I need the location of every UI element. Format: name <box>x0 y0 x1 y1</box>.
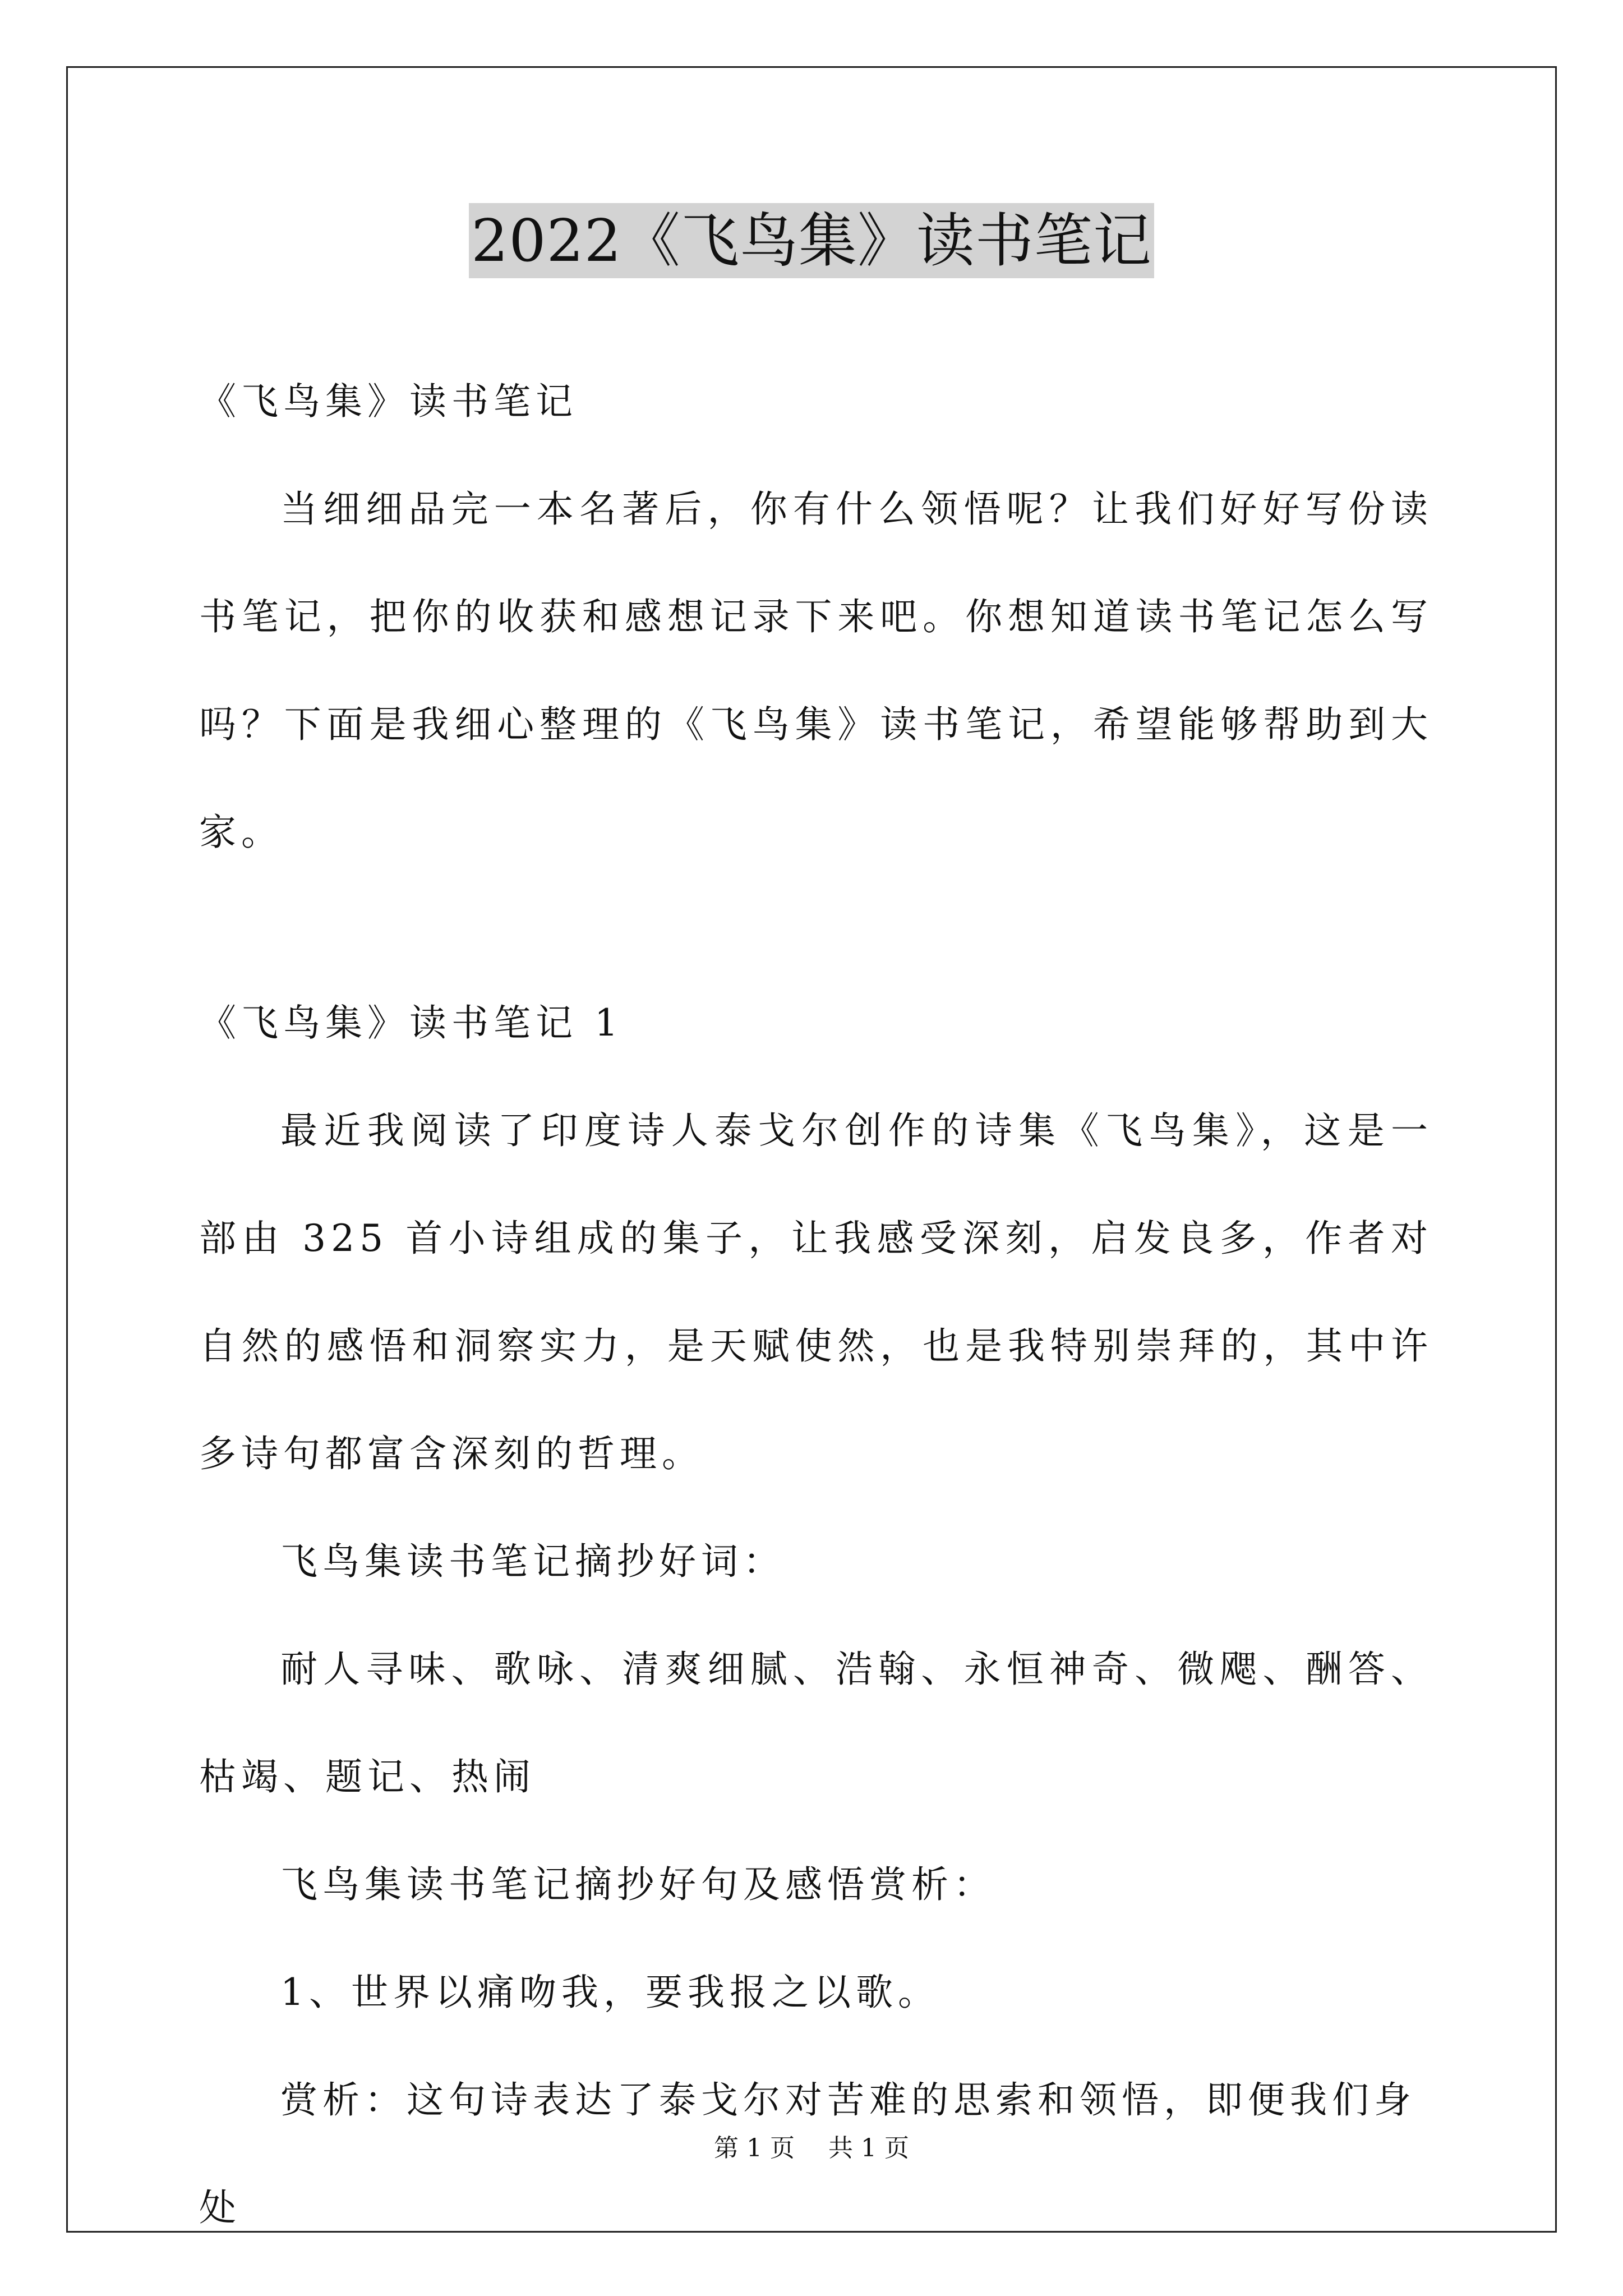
page-number: 第 1 页 <box>714 2134 795 2162</box>
sentences-heading: 飞鸟集读书笔记摘抄好句及感悟赏析： <box>280 1863 995 1906</box>
analysis-paragraph: 赏析：这句诗表达了泰戈尔对苦难的思索和领悟，即便我们身处 <box>199 2078 1416 2229</box>
section-paragraph: 最近我阅读了印度诗人泰戈尔创作的诗集《飞鸟集》，这是一部由 325 首小诗组成的集子，让我感受深刻，启发良多，作者对自然的感悟和洞察实力，是天赋使然，也是我特别崇拜的，其中许多诗句都富含深刻的哲理。 <box>199 1109 1433 1475</box>
subtitle: 《飞鸟集》读书笔记 <box>199 380 578 423</box>
words-list: 耐人寻味、歌咏、清爽细腻、浩翰、永恒神奇、微飔、酬答、枯竭、题记、热闹 <box>199 1648 1433 1798</box>
quote-item: 1、世界以痛吻我，要我报之以歌。 <box>280 1971 940 2014</box>
intro-paragraph: 当细细品完一本名著后，你有什么领悟呢？让我们好好写份读书笔记，把你的收获和感想记录下来吧。你想知道读书笔记怎么写吗？下面是我细心整理的《飞鸟集》读书笔记，希望能够帮助到大家。 <box>199 487 1433 854</box>
section-heading: 《飞鸟集》读书笔记 1 <box>199 1001 623 1045</box>
document-title: 2022《飞鸟集》读书笔记 <box>469 203 1154 278</box>
page-footer <box>0 2132 1623 2165</box>
words-heading: 飞鸟集读书笔记摘抄好词： <box>280 1540 785 1583</box>
page-total: 共 1 页 <box>828 2134 909 2162</box>
document-body <box>199 348 1433 2262</box>
title-container <box>0 203 1623 278</box>
